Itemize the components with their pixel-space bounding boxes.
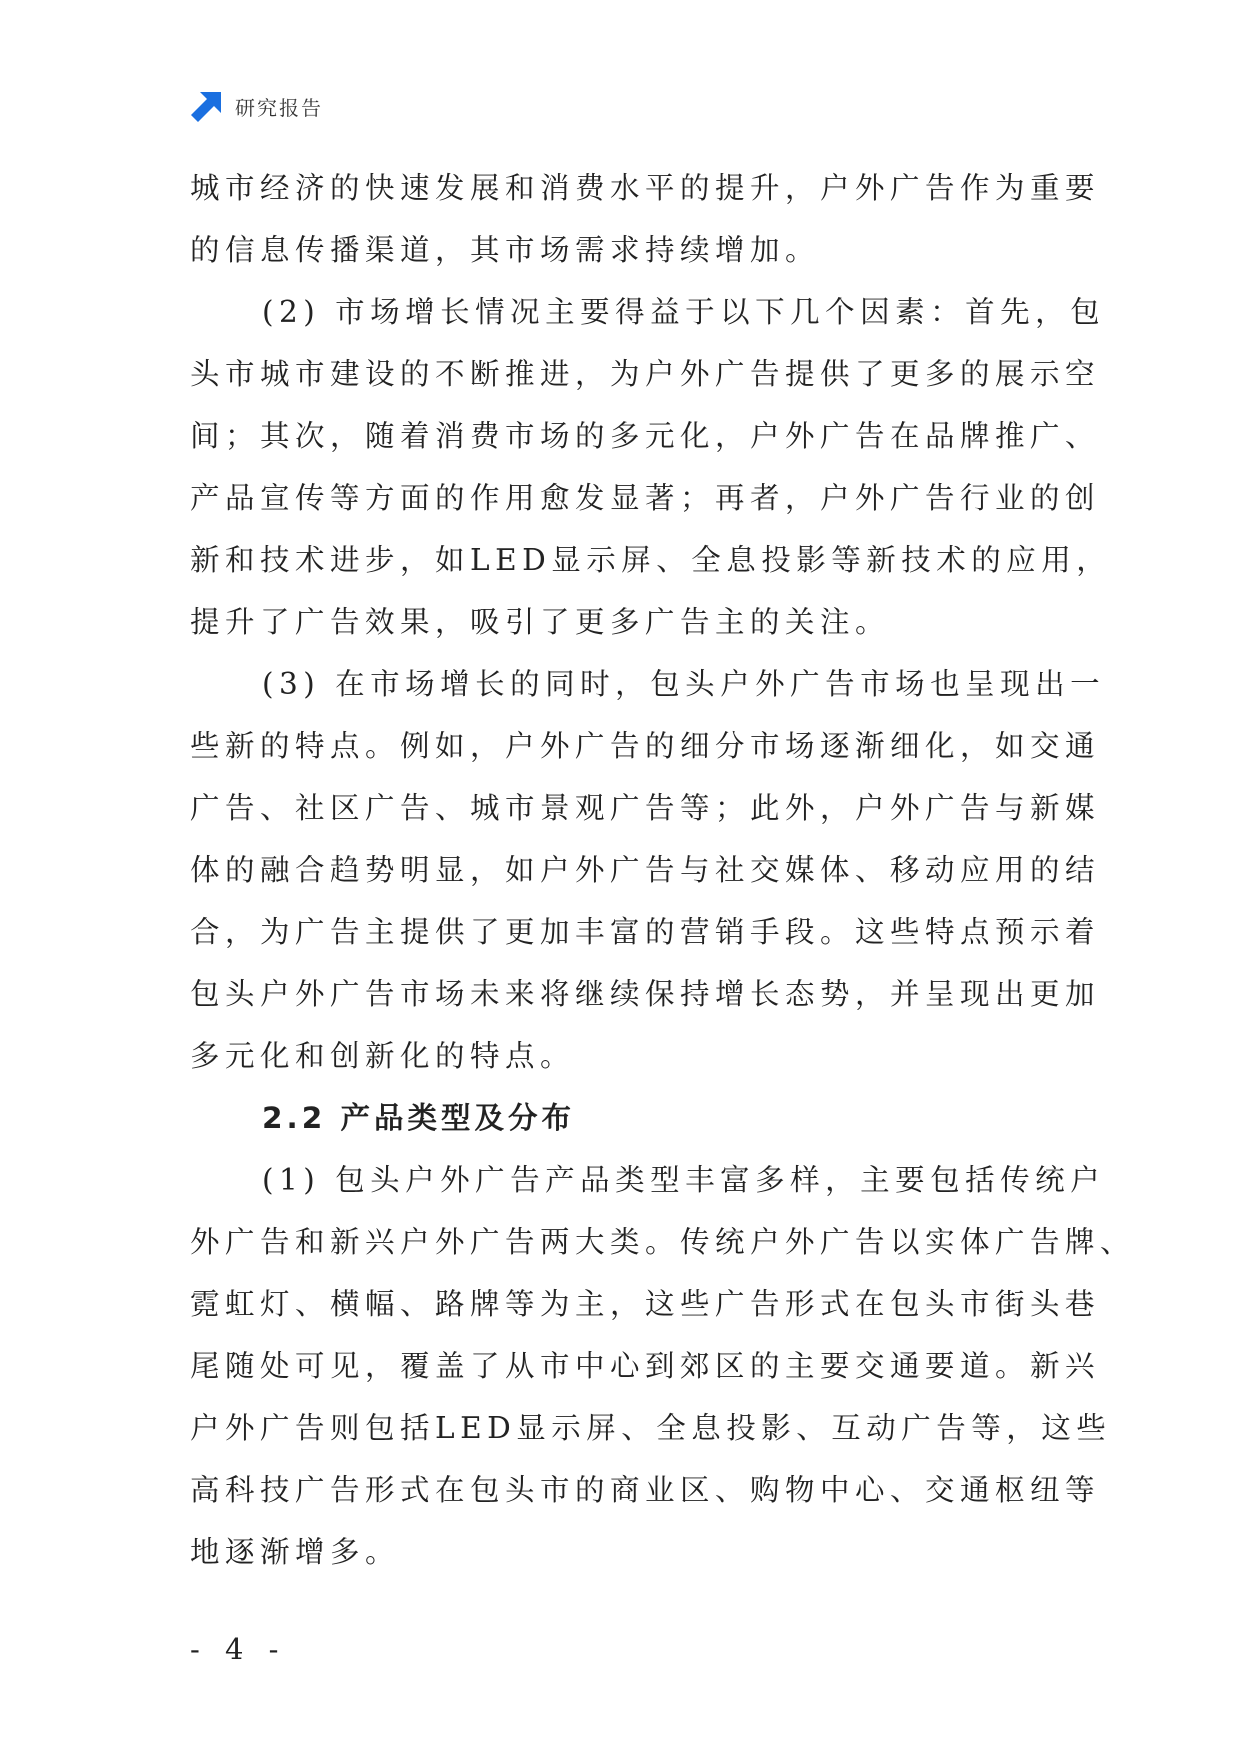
- text-line: 间；其次，随着消费市场的多元化，户外广告在品牌推广、: [190, 419, 1101, 453]
- text-line: 尾随处可见，覆盖了从市中心到郊区的主要交通要道。新兴: [190, 1349, 1101, 1383]
- paragraph-start: (3) 在市场增长的同时，包头户外广告市场也呈现出一: [262, 667, 1106, 701]
- text-line: 的信息传播渠道，其市场需求持续增加。: [190, 233, 821, 267]
- text-line: 新和技术进步，如LED显示屏、全息投影等新技术的应用，: [190, 543, 1112, 577]
- text-line: 高科技广告形式在包头市的商业区、购物中心、交通枢纽等: [190, 1473, 1101, 1507]
- text-line: 提升了广告效果，吸引了更多广告主的关注。: [190, 605, 891, 639]
- text-line: 包头户外广告市场未来将继续保持增长态势，并呈现出更加: [190, 977, 1101, 1011]
- document-body: [190, 157, 1136, 1583]
- text-line: 头市城市建设的不断推进，为户外广告提供了更多的展示空: [190, 357, 1101, 391]
- arrow-up-right-icon: [189, 88, 225, 124]
- header-title: 研究报告: [235, 95, 323, 120]
- text-line: 霓虹灯、横幅、路牌等为主，这些广告形式在包头市街头巷: [190, 1287, 1101, 1321]
- text-line: 些新的特点。例如，户外广告的细分市场逐渐细化，如交通: [190, 729, 1101, 763]
- text-line: 产品宣传等方面的作用愈发显著；再者，户外广告行业的创: [190, 481, 1101, 515]
- paragraph-start: (2) 市场增长情况主要得益于以下几个因素：首先，包: [262, 295, 1106, 329]
- section-heading: 2.2 产品类型及分布: [262, 1101, 576, 1135]
- text-line: 城市经济的快速发展和消费水平的提升，户外广告作为重要: [190, 171, 1101, 205]
- text-line: 合，为广告主提供了更加丰富的营销手段。这些特点预示着: [190, 915, 1101, 949]
- paragraph-start: (1) 包头户外广告产品类型丰富多样，主要包括传统户: [262, 1163, 1106, 1197]
- text-line: 外广告和新兴户外广告两大类。传统户外广告以实体广告牌、: [190, 1225, 1136, 1259]
- text-line: 户外广告则包括LED显示屏、全息投影、互动广告等，这些: [190, 1411, 1112, 1445]
- text-line: 体的融合趋势明显，如户外广告与社交媒体、移动应用的结: [190, 853, 1101, 887]
- text-line: 地逐渐增多。: [190, 1535, 401, 1569]
- page-header: [189, 88, 323, 124]
- page-number: - 4 -: [190, 1632, 287, 1666]
- text-line: 多元化和创新化的特点。: [190, 1039, 576, 1073]
- text-line: 广告、社区广告、城市景观广告等；此外，户外广告与新媒: [190, 791, 1101, 825]
